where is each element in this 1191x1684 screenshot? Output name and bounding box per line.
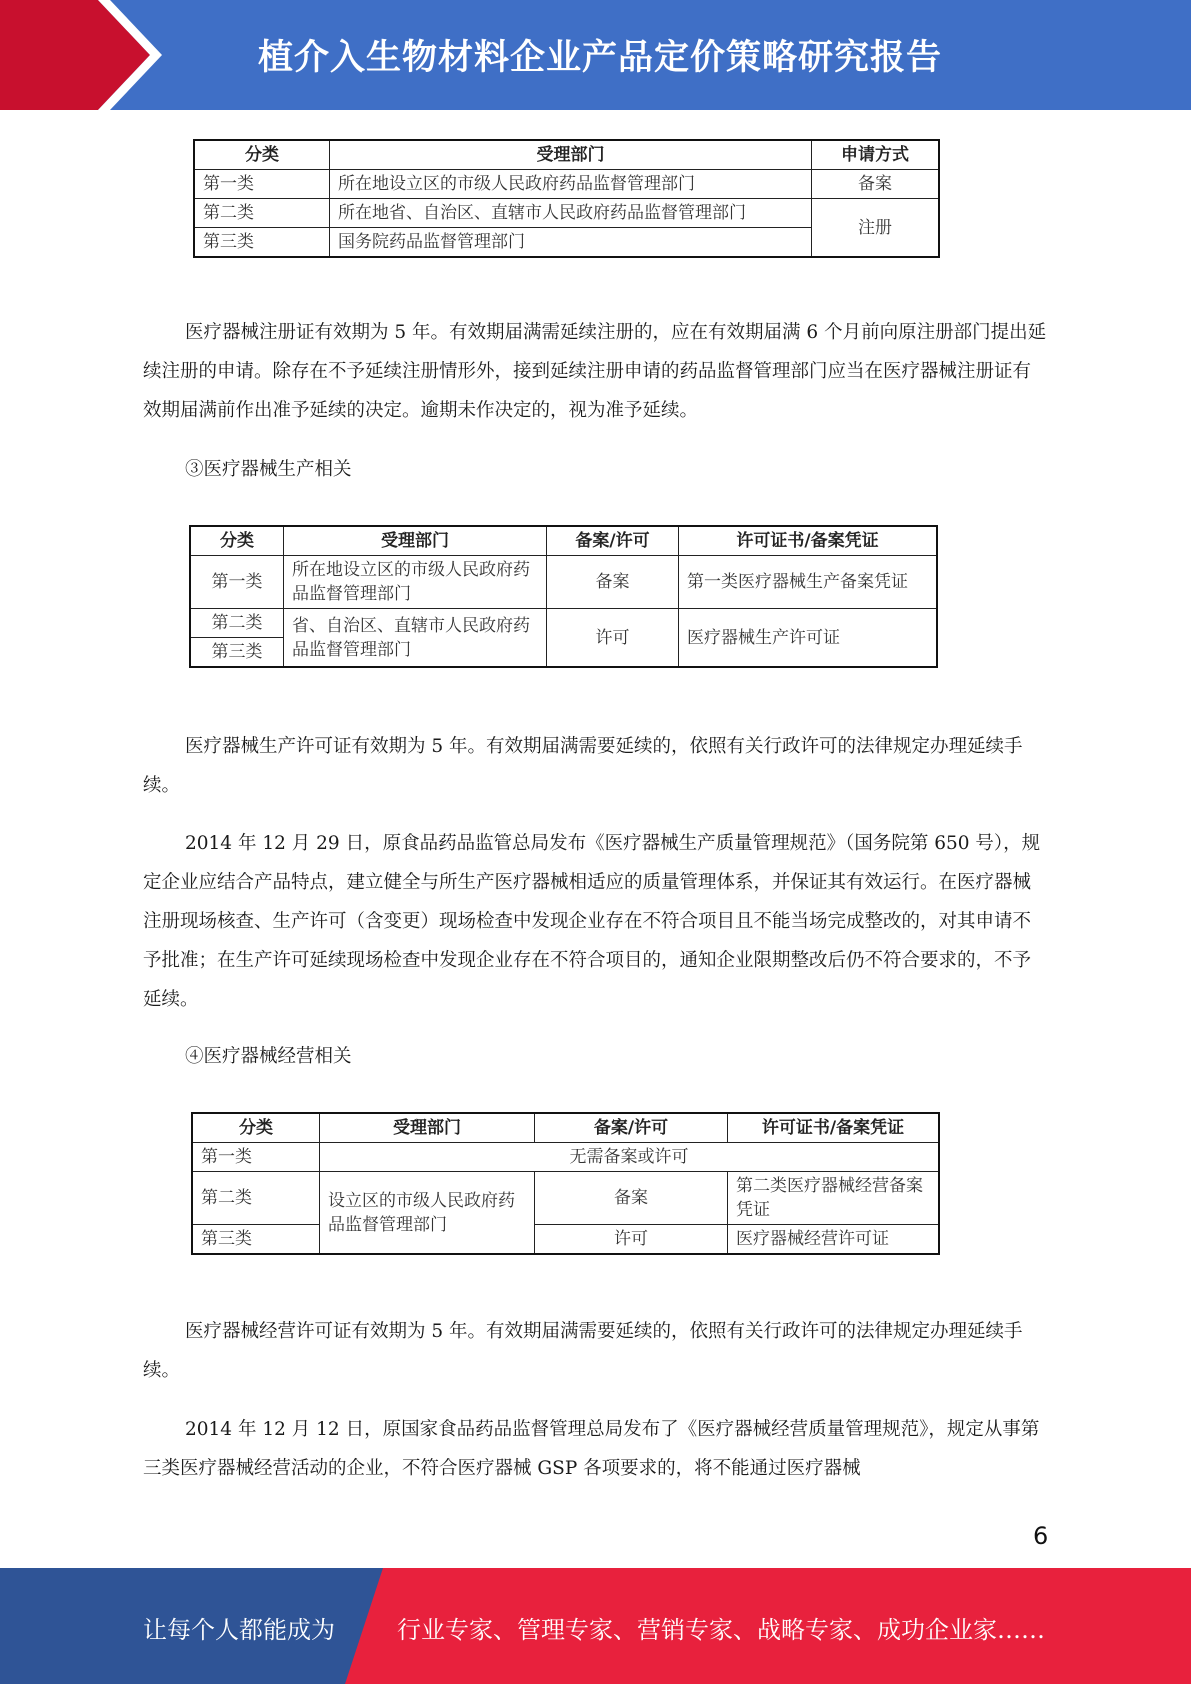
- paragraph-text: 医疗器械生产许可证有效期为 5 年。有效期届满需要延续的，依照有关行政许可的法律规定办理延续手续。: [143, 736, 1023, 796]
- paragraph-production-validity: [143, 727, 1048, 805]
- table-header-cell: 申请方式: [812, 140, 940, 170]
- table-cell: 无需备案或许可: [320, 1143, 940, 1172]
- report-title: 植介入生物材料企业产品定价策略研究报告: [258, 38, 943, 78]
- table-row: [192, 1225, 939, 1255]
- table-header-row: [192, 1113, 939, 1143]
- paragraph-text: 2014 年 12 月 29 日，原食品药品监管总局发布《医疗器械生产质量管理规范》（国务院第 650 号），规定企业应结合产品特点，建立健全与所生产医疗器械相适应的质量管理体系，并保证其有效运行。在医疗器械注册现场核查、生产许可（含变更）现场检查中发现企业存在不符合项目且不能当场完成整改的，对其申请不予批准；在生产许可延续现场检查中发现企业存在不符合项目的，通知企业限期整改后仍不符合要求的，不予延续。: [143, 833, 1041, 1010]
- table-cell: 所在地设立区的市级人民政府药品监督管理部门: [330, 170, 812, 199]
- paragraph-text: 医疗器械经营许可证有效期为 5 年。有效期届满需要延续的，依照有关行政许可的法律规定办理延续手续。: [143, 1321, 1023, 1381]
- table-cell: 注册: [812, 199, 940, 258]
- table-cell: 备案: [812, 170, 940, 199]
- table-header-cell: 备案/许可: [547, 526, 679, 556]
- table-row: [190, 556, 937, 609]
- table-header-cell: 受理部门: [330, 140, 812, 170]
- table-row: [194, 199, 939, 228]
- table-cell: 省、自治区、直辖市人民政府药品监督管理部门: [284, 609, 547, 668]
- table-cell: 医疗器械经营许可证: [728, 1225, 940, 1255]
- page-footer: [0, 1568, 1191, 1684]
- paragraph-registration-validity: [143, 313, 1048, 430]
- page-number: 6: [1033, 1522, 1049, 1550]
- paragraph-text: 2014 年 12 月 12 日，原国家食品药品监督管理总局发布了《医疗器械经营质量管理规范》，规定从事第三类医疗器械经营活动的企业，不符合医疗器械 GSP 各项要求的，将不能通过医疗器械: [143, 1419, 1040, 1479]
- table-cell: 所在地设立区的市级人民政府药品监督管理部门: [284, 556, 547, 609]
- table-cell: 第二类: [190, 609, 284, 638]
- table-header-cell: 分类: [192, 1113, 320, 1143]
- table-cell: 第二类: [194, 199, 330, 228]
- table-row: [192, 1172, 939, 1225]
- paragraph-production-gmp: [143, 824, 1048, 1019]
- table-cell: 备案: [535, 1172, 728, 1225]
- table-cell: 第二类: [192, 1172, 320, 1225]
- table-header-cell: 备案/许可: [535, 1113, 728, 1143]
- production-table: [189, 525, 938, 668]
- table-cell: 医疗器械生产许可证: [679, 609, 938, 668]
- paragraph-text: 医疗器械注册证有效期为 5 年。有效期届满需延续注册的，应在有效期届满 6 个月前向原注册部门提出延续注册的申请。除存在不予延续注册情形外，接到延续注册申请的药品监督管理部门应当在医疗器械注册证有效期届满前作出准予延续的决定。逾期未作决定的，视为准予延续。: [143, 322, 1047, 421]
- table-cell: 第三类: [190, 638, 284, 668]
- table-cell: 第二类医疗器械经营备案凭证: [728, 1172, 940, 1225]
- table-header-cell: 分类: [190, 526, 284, 556]
- table-row: [192, 1143, 939, 1172]
- table-cell: 第一类: [190, 556, 284, 609]
- table-cell: 设立区的市级人民政府药品监督管理部门: [320, 1172, 535, 1255]
- table-cell: 第一类医疗器械生产备案凭证: [679, 556, 938, 609]
- table-cell: 备案: [547, 556, 679, 609]
- registration-table: [193, 139, 940, 258]
- table-cell: 许可: [535, 1225, 728, 1255]
- table-row: [194, 170, 939, 199]
- table-cell: 第三类: [194, 228, 330, 258]
- table-header-cell: 许可证书/备案凭证: [679, 526, 938, 556]
- table-header-cell: 受理部门: [320, 1113, 535, 1143]
- section-heading-production: ③医疗器械生产相关: [185, 459, 352, 480]
- table-cell: 第一类: [192, 1143, 320, 1172]
- table-cell: 许可: [547, 609, 679, 668]
- paragraph-distribution-gsp: [143, 1410, 1048, 1488]
- table-header-cell: 受理部门: [284, 526, 547, 556]
- table-header-cell: 分类: [194, 140, 330, 170]
- table-header-row: [194, 140, 939, 170]
- page-header: [0, 0, 1191, 110]
- table-row: [190, 609, 937, 638]
- table-cell: 所在地省、自治区、直辖市人民政府药品监督管理部门: [330, 199, 812, 228]
- paragraph-distribution-validity: [143, 1312, 1048, 1390]
- table-header-cell: 许可证书/备案凭证: [728, 1113, 940, 1143]
- table-cell: 国务院药品监督管理部门: [330, 228, 812, 258]
- table-cell: 第三类: [192, 1225, 320, 1255]
- footer-slogan-left: 让每个人都能成为: [143, 1616, 335, 1644]
- table-cell: 第一类: [194, 170, 330, 199]
- section-heading-distribution: ④医疗器械经营相关: [185, 1046, 352, 1067]
- footer-slogan-right: 行业专家、管理专家、营销专家、战略专家、成功企业家……: [397, 1616, 1045, 1644]
- distribution-table: [191, 1112, 940, 1255]
- table-header-row: [190, 526, 937, 556]
